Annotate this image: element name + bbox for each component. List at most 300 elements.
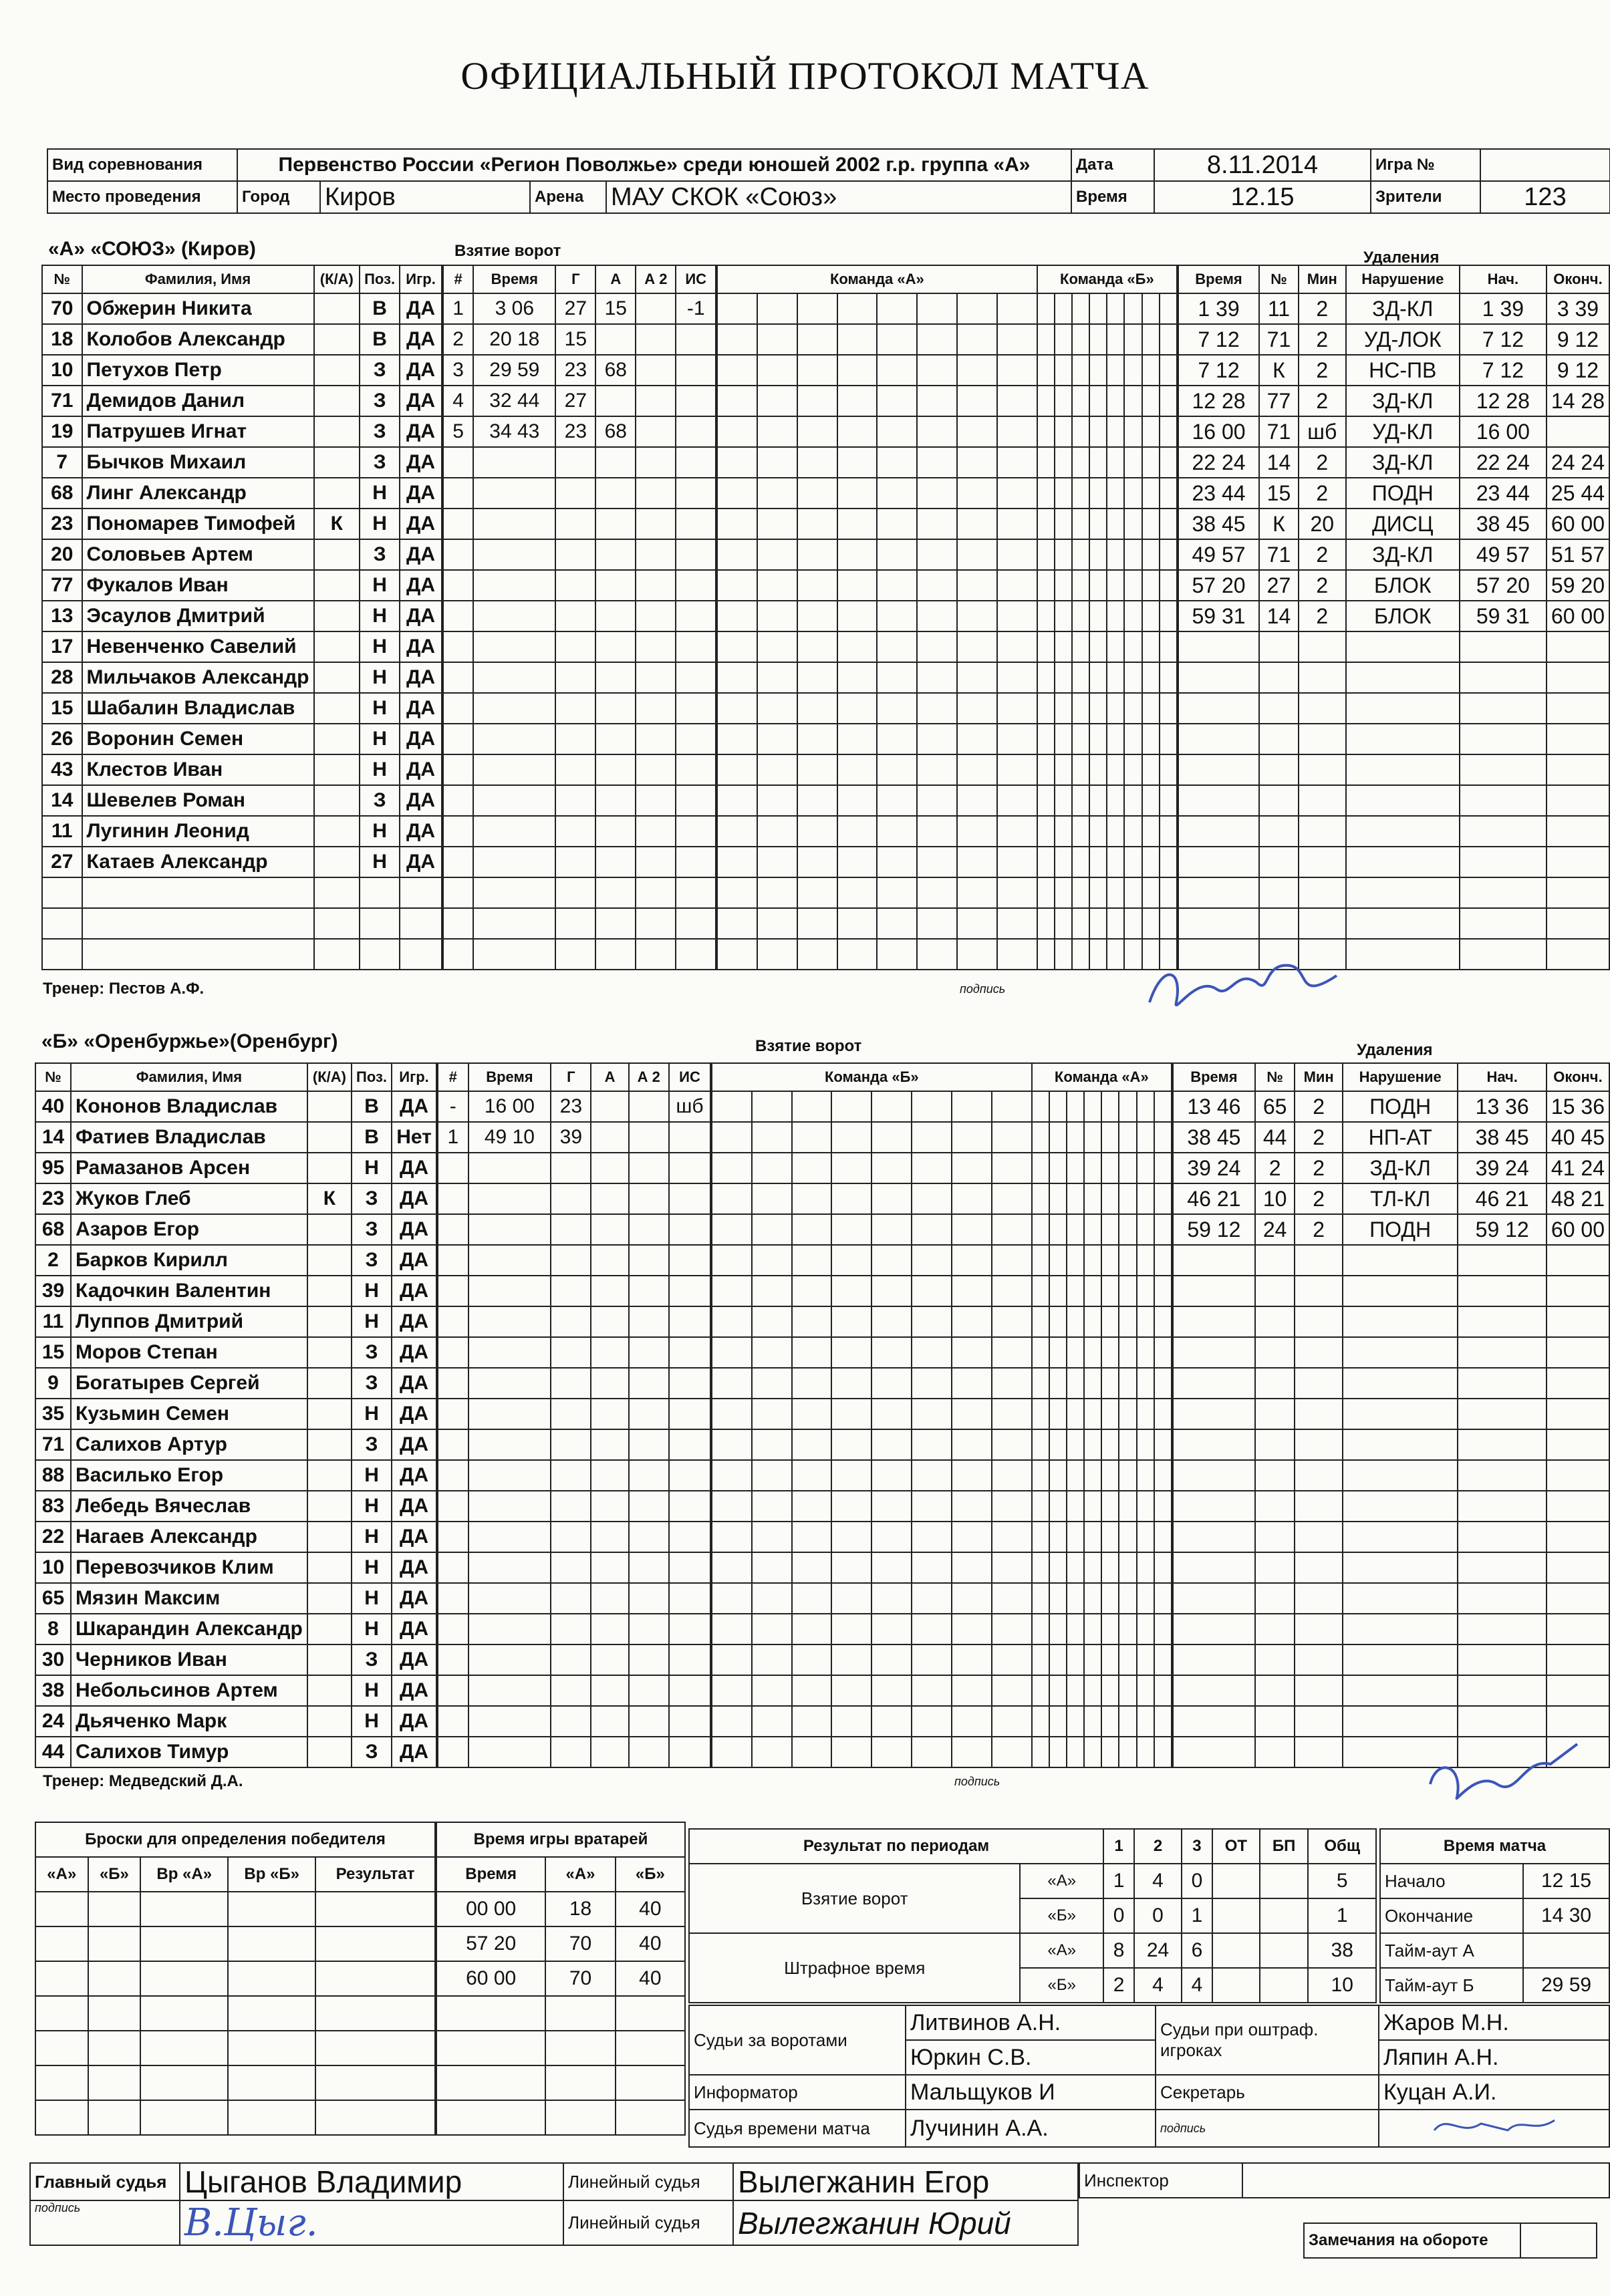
lines-grid-cell xyxy=(1049,1491,1067,1522)
penalty-end xyxy=(1547,1429,1609,1460)
lines-grid-row xyxy=(712,1737,1172,1767)
penalty-player: 24 xyxy=(1255,1214,1295,1245)
lines-grid-cell xyxy=(1142,416,1160,447)
lines-grid-cell xyxy=(1124,570,1142,601)
penalty-minutes xyxy=(1295,1583,1342,1614)
goal-assist2 xyxy=(629,1399,669,1429)
penalty-end: 40 45 xyxy=(1547,1122,1609,1153)
lines-grid-cell xyxy=(1101,1552,1119,1583)
goalie-b: 40 xyxy=(616,1961,685,1996)
lines-grid-cell xyxy=(871,1522,912,1552)
player-played: ДА xyxy=(400,386,442,416)
penalty-judges-label: Судьи при оштраф. игроках xyxy=(1156,2005,1379,2075)
lines-grid-cell xyxy=(871,1399,912,1429)
penalty-row xyxy=(1178,754,1609,785)
lines-grid-cell xyxy=(717,478,757,509)
team-b-goals xyxy=(437,1062,711,1768)
roster-row xyxy=(35,1153,436,1183)
lines-grid-cell xyxy=(712,1153,752,1183)
lines-grid-cell xyxy=(1160,539,1177,570)
lines-grid-cell xyxy=(1160,785,1177,816)
player-captain-mark xyxy=(307,1091,352,1122)
goal-situation xyxy=(676,693,716,724)
roster-played-header: Игр. xyxy=(400,265,442,293)
penalty-player: 10 xyxy=(1255,1183,1295,1214)
lines-grid-cell xyxy=(1084,1675,1101,1706)
penalty-player xyxy=(1255,1276,1295,1306)
match-info-table xyxy=(47,148,1610,214)
lines-grid-cell xyxy=(952,1644,992,1675)
inspector-label: Инспектор xyxy=(1079,2163,1242,2198)
lines-grid-cell xyxy=(837,478,878,509)
player-number: 11 xyxy=(35,1306,71,1337)
roster-row xyxy=(42,355,442,386)
lines-grid-cell xyxy=(877,570,917,601)
lines-grid-cell xyxy=(957,509,997,539)
player-position: Н xyxy=(360,693,400,724)
goal-time xyxy=(468,1245,551,1276)
match-end-label: Окончание xyxy=(1380,1898,1523,1933)
lines-grid-cell xyxy=(1084,1522,1101,1552)
lines-grid-row xyxy=(717,662,1177,693)
goal-situation xyxy=(676,908,716,939)
goal-time: 34 43 xyxy=(473,416,555,447)
penalty-infraction xyxy=(1343,1337,1458,1368)
lines-grid-cell xyxy=(952,1214,992,1245)
roster-row xyxy=(35,1491,436,1522)
pim-a-ot xyxy=(1212,1933,1260,1968)
lines-grid-cell xyxy=(1154,1368,1172,1399)
lines-grid-cell xyxy=(792,1614,832,1644)
lines-grid-cell xyxy=(1072,324,1089,355)
lines-grid-row xyxy=(717,693,1177,724)
lines-grid-cell xyxy=(757,908,797,939)
lines-grid-cell xyxy=(831,1552,871,1583)
penalty-start xyxy=(1458,1368,1546,1399)
team-a-coach: Тренер: Пестов А.Ф. xyxy=(43,980,205,998)
goal-assist2 xyxy=(629,1214,669,1245)
player-name: Рамазанов Арсен xyxy=(71,1153,307,1183)
player-captain-mark xyxy=(307,1399,352,1429)
goal-assist xyxy=(591,1276,628,1306)
penalty-row xyxy=(1173,1614,1609,1644)
lines-grid-cell xyxy=(712,1614,752,1644)
player-number: 68 xyxy=(35,1214,71,1245)
penalty-start xyxy=(1458,1337,1546,1368)
lines-grid-cell xyxy=(1072,509,1089,539)
lines-grid-row xyxy=(712,1706,1172,1737)
lines-grid-row xyxy=(712,1183,1172,1214)
lines-grid-cell xyxy=(997,293,1037,324)
roster-row xyxy=(35,1644,436,1675)
penalty-start xyxy=(1458,1460,1546,1491)
goal-number xyxy=(443,509,473,539)
roster-row xyxy=(35,1460,436,1491)
goal-time-header: Время xyxy=(473,265,555,293)
lines-grid-cell xyxy=(1037,324,1055,355)
lines-grid-cell xyxy=(792,1644,832,1675)
goal-scorer xyxy=(555,816,595,847)
goal-row xyxy=(443,908,716,939)
player-name xyxy=(82,908,314,939)
lines-grid-cell xyxy=(1089,601,1107,631)
lines-grid-cell xyxy=(797,478,837,509)
roster-row xyxy=(42,816,442,847)
goal-assist2 xyxy=(636,416,676,447)
penalty-infraction xyxy=(1346,939,1460,970)
lines-grid-cell xyxy=(1137,1583,1154,1614)
lines-grid-cell xyxy=(837,816,878,847)
goal-situation xyxy=(676,416,716,447)
player-number: 28 xyxy=(42,662,82,693)
goal-assist xyxy=(591,1706,628,1737)
penalty-infraction: НС-ПВ xyxy=(1346,355,1460,386)
lines-grid-cell xyxy=(837,754,878,785)
penalty-row xyxy=(1173,1460,1609,1491)
lines-grid-cell xyxy=(752,1429,792,1460)
lines-grid-cell xyxy=(1089,785,1107,816)
roster-row xyxy=(42,416,442,447)
player-number: 22 xyxy=(35,1522,71,1552)
penalty-time xyxy=(1173,1552,1255,1583)
lines-grid-cell xyxy=(912,1214,952,1245)
goal-time xyxy=(468,1460,551,1491)
pen-min-header: Мин xyxy=(1295,1063,1342,1091)
lines-grid-cell xyxy=(1142,754,1160,785)
goal-scorer xyxy=(551,1583,591,1614)
goal-number: 3 xyxy=(443,355,473,386)
lines-grid-cell xyxy=(1067,1552,1084,1583)
timekeeper-value: Лучинин А.А. xyxy=(906,2110,1156,2147)
timeout-b-label: Тайм-аут Б xyxy=(1380,1968,1523,2003)
lines-grid-cell xyxy=(1072,570,1089,601)
lines-grid-cell xyxy=(792,1583,832,1614)
lines-grid-cell xyxy=(1055,847,1072,877)
penalty-player xyxy=(1255,1644,1295,1675)
goal-scorer xyxy=(555,601,595,631)
goal-situation xyxy=(669,1644,710,1675)
penalty-minutes xyxy=(1299,724,1346,754)
player-played: ДА xyxy=(400,539,442,570)
team-a-title: «А» «СОЮЗ» (Киров) xyxy=(48,238,256,260)
lines-grid-cell xyxy=(1154,1153,1172,1183)
match-start-value: 12 15 xyxy=(1523,1864,1609,1898)
goal-assist2 xyxy=(629,1583,669,1614)
goal-assist xyxy=(595,601,636,631)
lines-grid-cell xyxy=(1032,1245,1049,1276)
lines-grid-row xyxy=(712,1583,1172,1614)
goal-assist xyxy=(591,1429,628,1460)
lines-grid-cell xyxy=(797,509,837,539)
penalty-end xyxy=(1547,847,1609,877)
penalty-minutes: 2 xyxy=(1295,1214,1342,1245)
linesman-2-label: Линейный судья xyxy=(563,2200,733,2245)
penalty-row xyxy=(1178,355,1609,386)
goal-assist2 xyxy=(636,785,676,816)
goal-situation xyxy=(676,478,716,509)
lines-grid-cell xyxy=(1124,386,1142,416)
roster-name-header: Фамилия, Имя xyxy=(71,1063,307,1091)
lines-grid-cell xyxy=(1142,847,1160,877)
lines-grid-cell xyxy=(1049,1675,1067,1706)
lines-grid-cell xyxy=(752,1399,792,1429)
goal-judges-label: Судьи за воротами xyxy=(689,2005,906,2075)
lines-grid-cell xyxy=(992,1675,1032,1706)
lines-grid-cell xyxy=(712,1368,752,1399)
penalty-player xyxy=(1259,908,1299,939)
lines-grid-cell xyxy=(957,386,997,416)
secretary-label: Секретарь xyxy=(1156,2075,1379,2110)
penalty-start: 38 45 xyxy=(1460,509,1547,539)
player-number: 38 xyxy=(35,1675,71,1706)
penalty-row xyxy=(1173,1675,1609,1706)
lines-grid-cell xyxy=(1032,1399,1049,1429)
goal-assist xyxy=(591,1245,628,1276)
player-captain-mark xyxy=(314,816,360,847)
lines-grid-cell xyxy=(1049,1214,1067,1245)
roster-row xyxy=(35,1552,436,1583)
lines-grid-cell xyxy=(1137,1214,1154,1245)
roster-row xyxy=(35,1368,436,1399)
lines-grid-cell xyxy=(1154,1214,1172,1245)
lines-grid-cell xyxy=(1089,939,1107,970)
goal-time xyxy=(468,1368,551,1399)
lines-grid-cell xyxy=(1055,478,1072,509)
lines-grid-cell xyxy=(1067,1737,1084,1767)
goal-scorer xyxy=(555,754,595,785)
lines-grid-cell xyxy=(1067,1091,1084,1122)
goal-time: 16 00 xyxy=(468,1091,551,1122)
roster-row xyxy=(42,631,442,662)
penalty-infraction xyxy=(1343,1522,1458,1552)
player-number: 35 xyxy=(35,1399,71,1429)
player-name: Лугинин Леонид xyxy=(82,816,314,847)
goal-judge-1: Литвинов А.Н. xyxy=(906,2005,1156,2040)
goal-number xyxy=(438,1214,468,1245)
lines-grid-cell xyxy=(1154,1552,1172,1583)
penalty-row xyxy=(1178,877,1609,908)
goal-scorer xyxy=(551,1214,591,1245)
lines-grid-cell xyxy=(877,324,917,355)
penalty-end: 3 39 xyxy=(1547,293,1609,324)
player-position: Н xyxy=(352,1491,392,1522)
penalty-start xyxy=(1458,1644,1546,1675)
goals-a-p3: 0 xyxy=(1182,1864,1212,1898)
player-name: Кононов Владислав xyxy=(71,1091,307,1122)
penalty-end xyxy=(1547,724,1609,754)
lines-grid-cell xyxy=(717,754,757,785)
lines-grid-cell xyxy=(997,724,1037,754)
goal-row xyxy=(438,1122,710,1153)
lines-grid-cell xyxy=(997,908,1037,939)
lines-grid-row xyxy=(712,1429,1172,1460)
lines-grid-cell xyxy=(712,1460,752,1491)
lines-grid-cell xyxy=(1142,447,1160,478)
roster-name-header: Фамилия, Имя xyxy=(82,265,314,293)
lines-grid-cell xyxy=(717,447,757,478)
player-name: Салихов Тимур xyxy=(71,1737,307,1767)
lines-grid-cell xyxy=(992,1399,1032,1429)
goal-scorer xyxy=(551,1460,591,1491)
pim-b-total: 10 xyxy=(1308,1968,1376,2003)
goal-number xyxy=(438,1245,468,1276)
goal-situation: шб xyxy=(669,1091,710,1122)
lines-grid-cell xyxy=(837,939,878,970)
goals-a-ot xyxy=(1212,1864,1260,1898)
penalty-minutes: 2 xyxy=(1295,1091,1342,1122)
lines-grid-cell xyxy=(1032,1183,1049,1214)
penalty-infraction: ТЛ-КЛ xyxy=(1343,1183,1458,1214)
penalty-start xyxy=(1458,1583,1546,1614)
lines-grid-cell xyxy=(1124,601,1142,631)
goal-time xyxy=(473,754,555,785)
lines-grid-cell xyxy=(957,662,997,693)
lines-grid-cell xyxy=(792,1706,832,1737)
goal-number xyxy=(438,1460,468,1491)
goal-situation xyxy=(669,1491,710,1522)
lines-grid-cell xyxy=(1119,1183,1136,1214)
player-name: Колобов Александр xyxy=(82,324,314,355)
lines-grid-cell xyxy=(1037,724,1055,754)
lines-grid-cell xyxy=(717,324,757,355)
player-captain-mark xyxy=(314,939,360,970)
penalty-player xyxy=(1255,1337,1295,1368)
lines-grid-cell xyxy=(877,847,917,877)
lines-grid-cell xyxy=(1137,1122,1154,1153)
goal-scorer: 27 xyxy=(555,386,595,416)
penalty-minutes: 2 xyxy=(1299,293,1346,324)
lines-grid-cell xyxy=(952,1675,992,1706)
goal-situation xyxy=(676,601,716,631)
goal-time xyxy=(473,478,555,509)
lines-grid-cell xyxy=(1101,1091,1119,1122)
lines-grid-cell xyxy=(1037,509,1055,539)
player-name: Небольсинов Артем xyxy=(71,1675,307,1706)
goal-assist2 xyxy=(636,631,676,662)
roster-row xyxy=(42,324,442,355)
goal-row xyxy=(438,1522,710,1552)
goal-assist xyxy=(595,693,636,724)
lines-grid-cell xyxy=(837,724,878,754)
player-number: 19 xyxy=(42,416,82,447)
lines-grid-cell xyxy=(1067,1706,1084,1737)
goal-number: 5 xyxy=(443,416,473,447)
penalty-player: 11 xyxy=(1259,293,1299,324)
goal-assist xyxy=(595,908,636,939)
roster-row xyxy=(42,570,442,601)
lines-grid-cell xyxy=(1067,1368,1084,1399)
periods-title: Результат по периодам xyxy=(689,1829,1103,1864)
goal-assist2 xyxy=(629,1491,669,1522)
lines-grid-cell xyxy=(1084,1337,1101,1368)
lines-grid-cell xyxy=(877,908,917,939)
lines-grid-cell xyxy=(837,293,878,324)
goal-number xyxy=(443,785,473,816)
player-name: Линг Александр xyxy=(82,478,314,509)
lines-grid-cell xyxy=(1137,1153,1154,1183)
penalty-start: 22 24 xyxy=(1460,447,1547,478)
linesman-1-label: Линейный судья xyxy=(563,2163,733,2200)
lines-grid-cell xyxy=(997,601,1037,631)
player-captain-mark xyxy=(307,1614,352,1644)
goal-assist xyxy=(591,1183,628,1214)
goal-time: 3 06 xyxy=(473,293,555,324)
lines-grid-cell xyxy=(831,1183,871,1214)
player-captain-mark xyxy=(314,693,360,724)
penalty-end: 60 00 xyxy=(1547,509,1609,539)
lines-grid-cell xyxy=(1032,1091,1049,1122)
lines-grid-cell xyxy=(1084,1091,1101,1122)
goalie-b: 40 xyxy=(616,1926,685,1961)
lines-grid-cell xyxy=(1119,1491,1136,1522)
penalty-player: 77 xyxy=(1259,386,1299,416)
lines-grid-cell xyxy=(1101,1153,1119,1183)
penalty-player xyxy=(1259,877,1299,908)
goal-time xyxy=(473,509,555,539)
lines-grid-cell xyxy=(997,539,1037,570)
goal-situation xyxy=(676,386,716,416)
lines-grid-cell xyxy=(1049,1460,1067,1491)
lines-grid-cell xyxy=(1055,877,1072,908)
lines-grid-cell xyxy=(1089,693,1107,724)
lines-grid-cell xyxy=(1119,1583,1136,1614)
lines-grid-cell xyxy=(1154,1122,1172,1153)
lines-grid-cell xyxy=(952,1153,992,1183)
player-name: Соловьев Артем xyxy=(82,539,314,570)
penalty-end xyxy=(1547,1675,1609,1706)
lines-grid-cell xyxy=(1160,754,1177,785)
goal-number xyxy=(438,1153,468,1183)
lines-grid-cell xyxy=(831,1153,871,1183)
lines-grid-cell xyxy=(1154,1737,1172,1767)
penalty-time: 49 57 xyxy=(1178,539,1259,570)
lines-grid-cell xyxy=(952,1306,992,1337)
goal-row xyxy=(438,1491,710,1522)
lines-grid-cell xyxy=(952,1460,992,1491)
penalty-infraction: УД-КЛ xyxy=(1346,416,1460,447)
date-label: Дата xyxy=(1071,149,1154,181)
penalty-time xyxy=(1173,1522,1255,1552)
player-played: ДА xyxy=(392,1276,436,1306)
lines-grid-cell xyxy=(1055,509,1072,539)
lines-grid-cell xyxy=(757,877,797,908)
goal-scorer xyxy=(555,509,595,539)
penalty-end: 25 44 xyxy=(1547,478,1609,509)
roster-row xyxy=(42,939,442,970)
lines-grid-cell xyxy=(837,447,878,478)
goal-assist2 xyxy=(629,1122,669,1153)
lines-grid-cell xyxy=(1119,1337,1136,1368)
lines-grid-cell xyxy=(912,1276,952,1306)
lines-grid-cell xyxy=(917,539,957,570)
goal-situation xyxy=(669,1552,710,1583)
lines-grid-cell xyxy=(1084,1214,1101,1245)
lines-grid-cell xyxy=(1137,1675,1154,1706)
lines-grid-cell xyxy=(1084,1183,1101,1214)
goal-number xyxy=(443,539,473,570)
lines-grid-cell xyxy=(837,386,878,416)
lines-grid-cell xyxy=(757,847,797,877)
penalty-row xyxy=(1178,908,1609,939)
goals-b-p2: 0 xyxy=(1134,1898,1182,1933)
lines-grid-cell xyxy=(992,1583,1032,1614)
goalie-col-b: «Б» xyxy=(616,1857,685,1892)
player-played: ДА xyxy=(392,1675,436,1706)
period-col-ot: ОТ xyxy=(1212,1829,1260,1864)
lines-grid-cell xyxy=(1055,293,1072,324)
penalty-player xyxy=(1259,785,1299,816)
player-number: 17 xyxy=(42,631,82,662)
